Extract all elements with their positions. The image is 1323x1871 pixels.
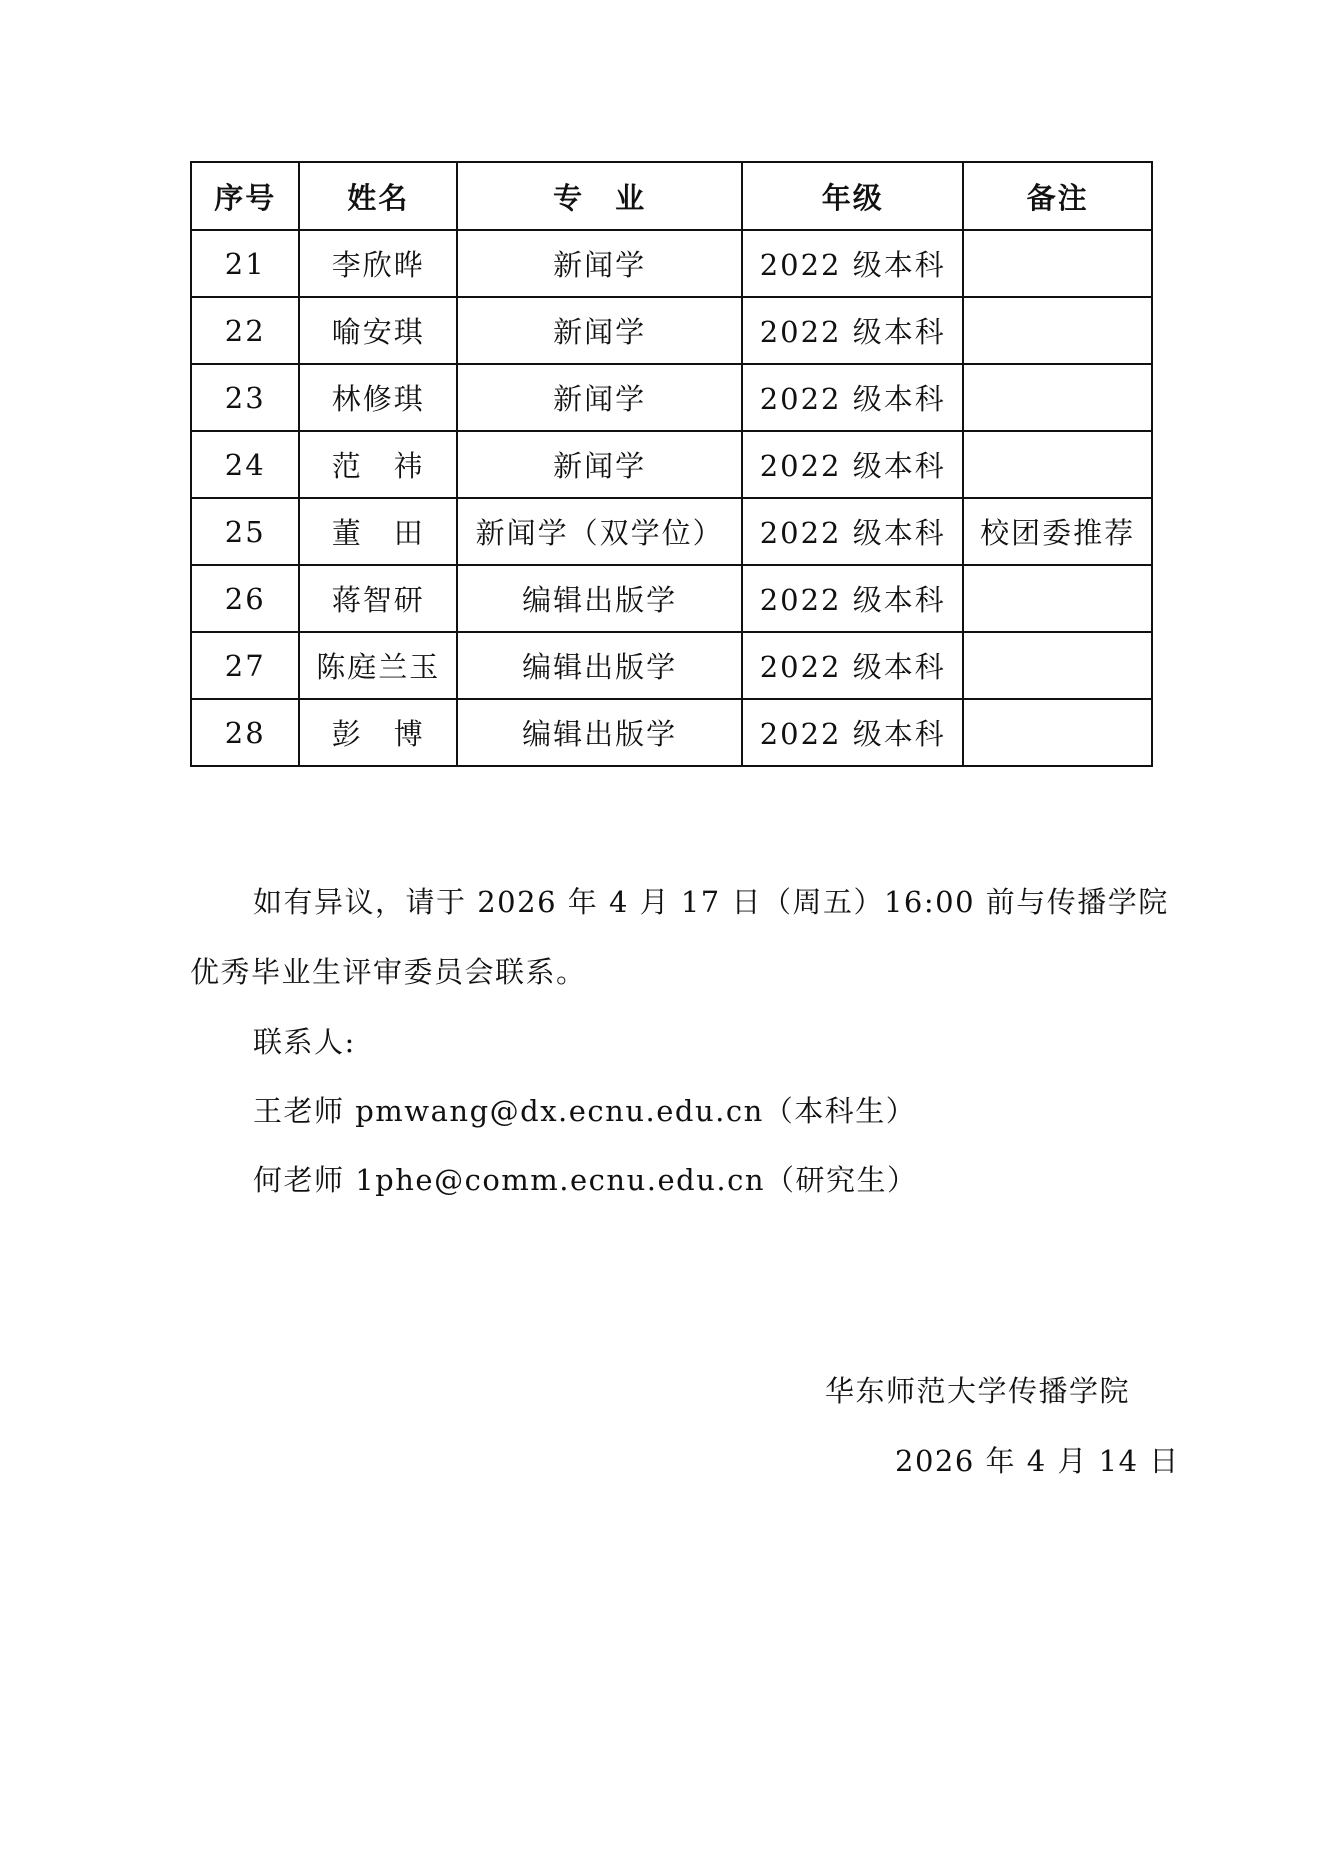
cell-no: 22 [191, 297, 299, 364]
cell-major: 新闻学 [457, 431, 742, 498]
cell-no: 21 [191, 230, 299, 297]
table-row [191, 297, 1152, 364]
cell-note [963, 699, 1152, 766]
cell-note [963, 230, 1152, 297]
cell-grade: 2022 级本科 [742, 297, 963, 364]
cell-name: 李欣晔 [299, 230, 457, 297]
objection-notice-line-1: 如有异议，请于 2026 年 4 月 17 日（周五）16:00 前与传播学院 [253, 885, 1169, 919]
cell-major: 编辑出版学 [457, 632, 742, 699]
cell-name: 陈庭兰玉 [299, 632, 457, 699]
contact-undergraduate: 王老师 pmwang@dx.ecnu.edu.cn（本科生） [253, 1094, 917, 1128]
contact-graduate: 何老师 1phe@comm.ecnu.edu.cn（研究生） [253, 1163, 918, 1197]
header-no: 序号 [191, 162, 299, 230]
header-major: 专 业 [457, 162, 742, 230]
cell-grade: 2022 级本科 [742, 364, 963, 431]
cell-no: 24 [191, 431, 299, 498]
signature-organization: 华东师范大学传播学院 [825, 1374, 1131, 1408]
cell-major: 新闻学 [457, 297, 742, 364]
cell-name: 范 祎 [299, 431, 457, 498]
table-row [191, 498, 1152, 565]
cell-grade: 2022 级本科 [742, 431, 963, 498]
header-name: 姓名 [299, 162, 457, 230]
cell-no: 27 [191, 632, 299, 699]
cell-name: 蒋智研 [299, 565, 457, 632]
cell-grade: 2022 级本科 [742, 498, 963, 565]
cell-note [963, 297, 1152, 364]
cell-note [963, 364, 1152, 431]
table-row [191, 431, 1152, 498]
cell-grade: 2022 级本科 [742, 699, 963, 766]
cell-grade: 2022 级本科 [742, 565, 963, 632]
cell-grade: 2022 级本科 [742, 230, 963, 297]
cell-name: 董 田 [299, 498, 457, 565]
header-grade: 年级 [742, 162, 963, 230]
cell-name: 彭 博 [299, 699, 457, 766]
cell-note [963, 632, 1152, 699]
table-row [191, 230, 1152, 297]
signature-date: 2026 年 4 月 14 日 [895, 1444, 1180, 1478]
cell-major: 编辑出版学 [457, 699, 742, 766]
cell-note [963, 431, 1152, 498]
table-row [191, 565, 1152, 632]
cell-major: 新闻学 [457, 230, 742, 297]
cell-name: 林修琪 [299, 364, 457, 431]
cell-no: 28 [191, 699, 299, 766]
cell-no: 26 [191, 565, 299, 632]
table-header-row [191, 162, 1152, 230]
cell-major: 新闻学 [457, 364, 742, 431]
table-row [191, 699, 1152, 766]
table-row [191, 632, 1152, 699]
contact-label: 联系人: [253, 1025, 356, 1059]
cell-no: 23 [191, 364, 299, 431]
cell-no: 25 [191, 498, 299, 565]
cell-grade: 2022 级本科 [742, 632, 963, 699]
cell-note: 校团委推荐 [963, 498, 1152, 565]
table-row [191, 364, 1152, 431]
cell-name: 喻安琪 [299, 297, 457, 364]
header-note: 备注 [963, 162, 1152, 230]
student-table [190, 161, 1153, 767]
cell-major: 新闻学（双学位） [457, 498, 742, 565]
cell-major: 编辑出版学 [457, 565, 742, 632]
cell-note [963, 565, 1152, 632]
objection-notice-line-2: 优秀毕业生评审委员会联系。 [190, 955, 587, 989]
